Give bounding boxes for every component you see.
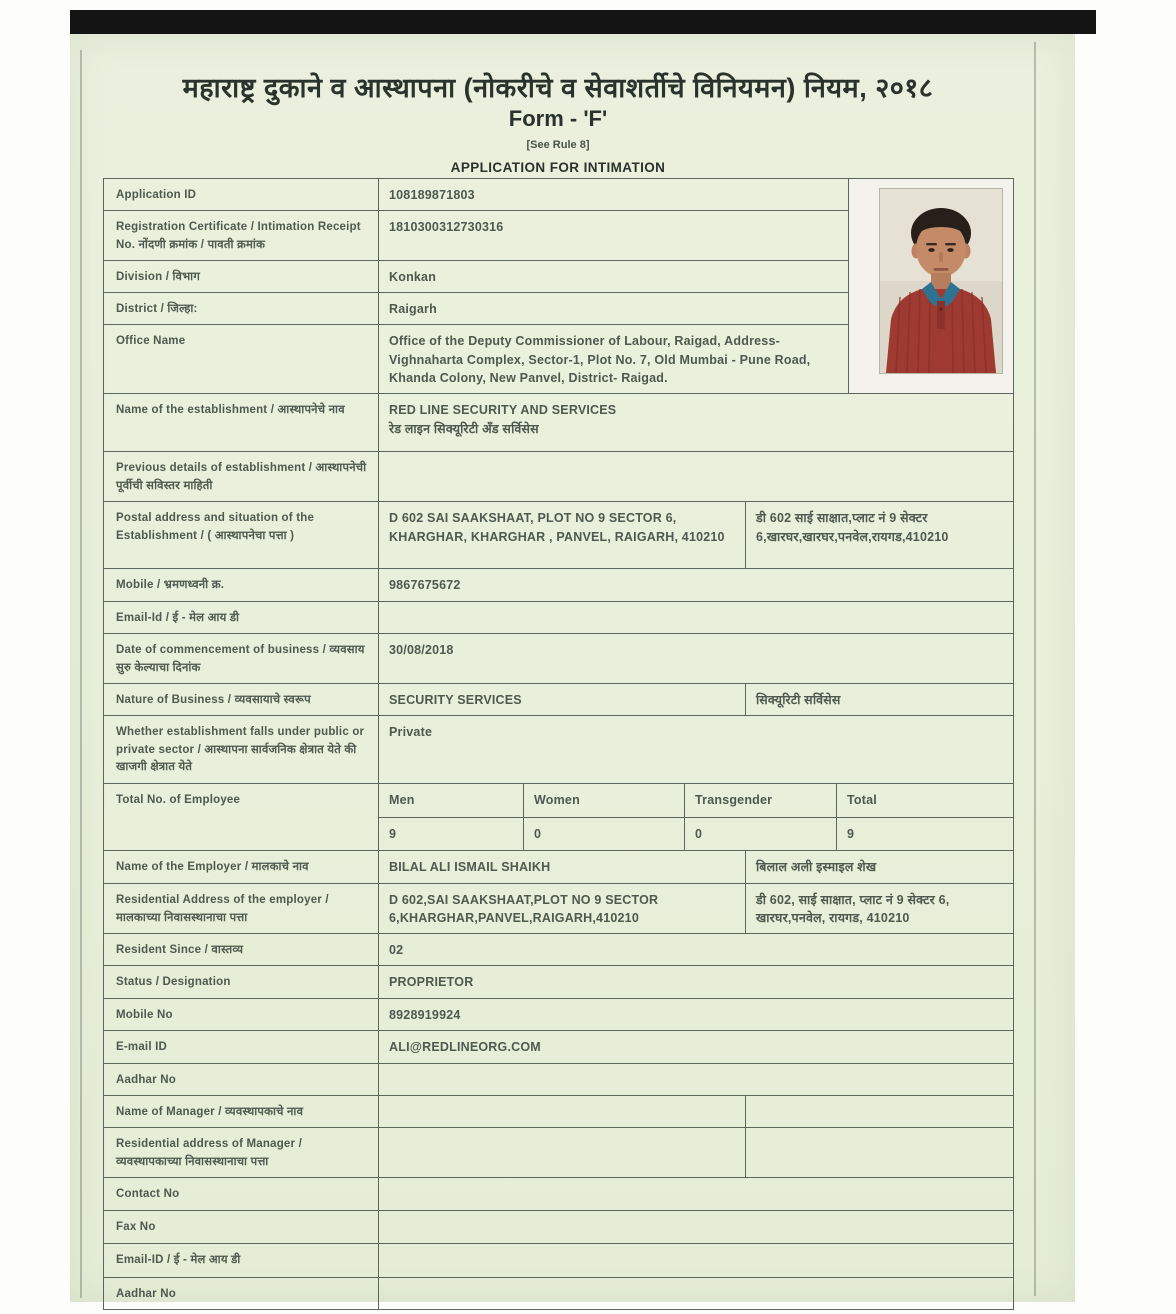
field-label-sector: Whether establishment falls under public or private sector / आस्थापना सार्वजनिक क्षेत्रात येते की खाजगी क्षेत्रात येते xyxy=(104,715,379,783)
field-label-nature-of-business: Nature of Business / व्यवसायाचे स्वरूप xyxy=(104,683,379,715)
field-label-contact-no: Contact No xyxy=(104,1178,379,1211)
employee-count-men: 9 xyxy=(379,817,524,850)
employee-col-header-transgender: Transgender xyxy=(685,783,837,817)
field-label-resident-since: Resident Since / वास्तव्य xyxy=(104,934,379,966)
field-value-employer-address-mr: डी 602, साई साक्षात, प्लाट नं 9 सेक्टर 6, खारघर,पनवेल, रायगड, 410210 xyxy=(746,883,1014,934)
employee-col-header-total: Total xyxy=(837,783,1014,817)
field-label-employer-mobile: Mobile No xyxy=(104,999,379,1031)
field-value-commencement-date: 30/08/2018 xyxy=(379,634,1014,684)
field-label-office-name: Office Name xyxy=(104,324,379,393)
field-label-manager-address: Residential address of Manager / व्यवस्थापकाच्या निवासस्थानाचा पत्ता xyxy=(104,1128,379,1178)
form-title-marathi: महाराष्ट्र दुकाने व आस्थापना (नोकरीचे व सेवाशर्तीचे विनियमन) नियम, २०१८ xyxy=(182,73,934,103)
field-value-sector: Private xyxy=(379,715,1014,783)
field-value-establishment-name xyxy=(379,394,1014,452)
application-table xyxy=(103,178,1014,1310)
field-label-registration-no: Registration Certificate / Intimation Receipt No. नोंदणी क्रमांक / पावती क्रमांक xyxy=(104,210,379,260)
field-label-manager-email: Email-ID / ई - मेल आय डी xyxy=(104,1244,379,1278)
field-label-email: Email-Id / ई - मेल आय डी xyxy=(104,602,379,634)
field-label-fax-no: Fax No xyxy=(104,1211,379,1244)
application-heading: APPLICATION FOR INTIMATION xyxy=(450,160,666,175)
employee-count-women: 0 xyxy=(524,817,685,850)
field-label-employer-name: Name of the Employer / मालकाचे नाव xyxy=(104,850,379,883)
field-value-manager-aadhar xyxy=(379,1278,1014,1310)
field-label-manager-aadhar: Aadhar No xyxy=(104,1278,379,1310)
establishment-name-en: RED LINE SECURITY AND SERVICES xyxy=(389,403,617,418)
rule-reference: [See Rule 8] xyxy=(526,139,590,151)
field-value-employer-email: ALI@REDLINEORG.COM xyxy=(379,1031,1014,1064)
field-value-mobile: 9867675672 xyxy=(379,569,1014,602)
field-value-manager-name-mr xyxy=(746,1096,1014,1128)
field-value-fax-no xyxy=(379,1211,1014,1244)
form-page xyxy=(70,34,1075,1302)
field-label-manager-name: Name of Manager / व्यवस्थापकाचे नाव xyxy=(104,1096,379,1128)
scan-fold-line-right xyxy=(1034,42,1036,1296)
field-value-nature-of-business-mr: सिक्यूरिटी सर्विसेस xyxy=(746,683,1014,715)
field-value-employer-aadhar xyxy=(379,1064,1014,1096)
field-value-nature-of-business-en: SECURITY SERVICES xyxy=(379,683,746,715)
field-value-email xyxy=(379,602,1014,634)
field-value-employer-name-en: BILAL ALI ISMAIL SHAIKH xyxy=(379,850,746,883)
field-value-employer-address-en: D 602,SAI SAAKSHAAT,PLOT NO 9 SECTOR 6,KHARGHAR,PANVEL,RAIGARH,410210 xyxy=(379,883,746,934)
employee-col-header-women: Women xyxy=(524,783,685,817)
field-label-employer-address: Residential Address of the employer / मालकाच्या निवासस्थानाचा पत्ता xyxy=(104,883,379,934)
field-value-registration-no: 1810300312730316 xyxy=(379,210,849,260)
employee-count-total: 9 xyxy=(837,817,1014,850)
field-value-previous-details xyxy=(379,452,1014,502)
employee-count-transgender: 0 xyxy=(685,817,837,850)
field-value-application-id: 108189871803 xyxy=(379,179,849,211)
form-header xyxy=(103,68,1013,175)
form-title: Form - 'F' xyxy=(508,106,608,131)
field-label-establishment-name: Name of the establishment / आस्थापनेचे नाव xyxy=(104,394,379,452)
field-label-mobile: Mobile / भ्रमणध्वनी क्र. xyxy=(104,569,379,602)
field-value-resident-since: 02 xyxy=(379,934,1014,966)
field-value-manager-address-mr xyxy=(746,1128,1014,1178)
field-value-postal-address-mr: डी 602 साई साक्षात,प्लाट नं 9 सेक्टर 6,खारघर,खारघर,पनवेल,रायगड,410210 xyxy=(746,502,1014,569)
field-value-office-name: Office of the Deputy Commissioner of Labour, Raigad, Address- Vighnaharta Complex, Sector-1, Plot No. 7, Old Mumbai - Pune Road, Khanda Colony, New Panvel, District- Raigad. xyxy=(379,324,849,393)
field-value-status-designation: PROPRIETOR xyxy=(379,966,1014,999)
employer-photo-cell xyxy=(849,179,1014,394)
establishment-name-mr: रेड लाइन सिक्यूरिटी अँड सर्विसेस xyxy=(389,421,539,436)
field-value-employer-name-mr: बिलाल अली इस्माइल शेख xyxy=(746,850,1014,883)
field-label-employer-email: E-mail ID xyxy=(104,1031,379,1064)
field-value-employer-mobile: 8928919924 xyxy=(379,999,1014,1031)
field-value-division: Konkan xyxy=(379,260,849,292)
field-label-commencement-date: Date of commencement of business / व्यवसाय सुरु केल्याचा दिनांक xyxy=(104,634,379,684)
scan-black-strip xyxy=(70,10,1096,34)
field-value-manager-email xyxy=(379,1244,1014,1278)
field-value-district: Raigarh xyxy=(379,292,849,324)
field-label-previous-details: Previous details of establishment / आस्थापनेची पूर्वीची सविस्तर माहिती xyxy=(104,452,379,502)
field-value-contact-no xyxy=(379,1178,1014,1211)
employee-col-header-men: Men xyxy=(379,783,524,817)
field-label-application-id: Application ID xyxy=(104,179,379,211)
employer-photo xyxy=(880,189,1002,373)
field-label-district: District / जिल्हा: xyxy=(104,292,379,324)
field-label-total-employees: Total No. of Employee xyxy=(104,783,379,850)
field-label-employer-aadhar: Aadhar No xyxy=(104,1064,379,1096)
field-label-division: Division / विभाग xyxy=(104,260,379,292)
field-value-manager-address-en xyxy=(379,1128,746,1178)
scan-fold-line-left xyxy=(80,50,82,1298)
field-label-postal-address: Postal address and situation of the Establishment / ( आस्थापनेचा पत्ता ) xyxy=(104,502,379,569)
field-value-postal-address-en: D 602 SAI SAAKSHAAT, PLOT NO 9 SECTOR 6, KHARGHAR, KHARGHAR , PANVEL, RAIGARH, 410210 xyxy=(379,502,746,569)
field-value-manager-name-en xyxy=(379,1096,746,1128)
field-label-status-designation: Status / Designation xyxy=(104,966,379,999)
